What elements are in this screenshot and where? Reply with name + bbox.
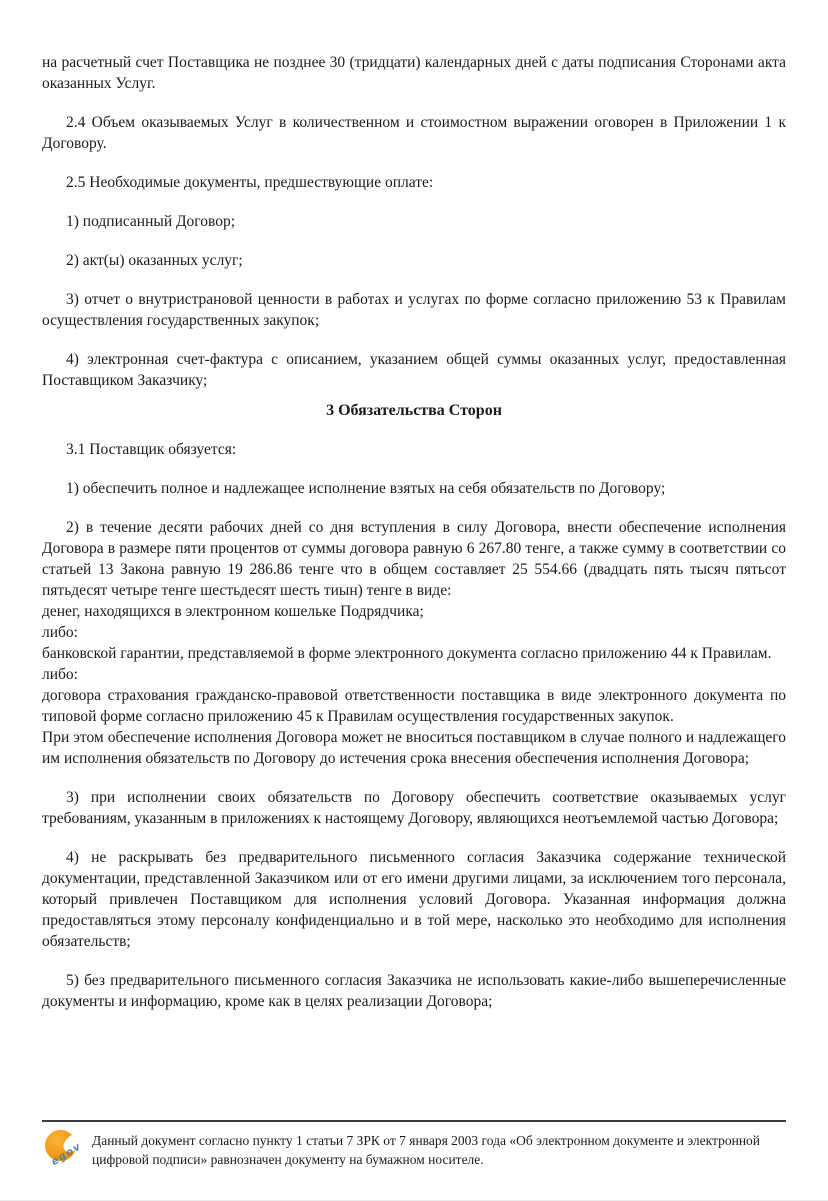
paragraph-line: При этом обеспечение исполнения Договора может не вноситься поставщиком в случае полного и надлежащего им исполнения обязательств по Договору до истечения срока внесения обеспечения исполнения Договора; — [42, 729, 786, 767]
section-heading: 3 Обязательства Сторон — [326, 402, 502, 419]
paragraph: на расчетный счет Поставщика не позднее 30 (тридцати) календарных дней с даты подписания Сторонами акта оказанных Услуг. — [42, 54, 786, 92]
list-item: 2) акт(ы) оказанных услуг; — [66, 252, 243, 269]
list-item: 4) электронная счет-фактура с описанием, указанием общей суммы оказанных услуг, предоставленная Поставщиком Заказчику; — [42, 351, 786, 389]
paragraph-line: банковской гарантии, представляемой в форме электронного документа согласно приложению 44 к Правилам. — [42, 645, 772, 662]
footer-divider — [42, 1120, 786, 1122]
list-item: 2) в течение десяти рабочих дней со дня вступления в силу Договора, внести обеспечение исполнения Договора в размере пяти процентов от суммы договора равную 6 267.80 тенге, а также сумму в соответствии со статьей 13 Закона равную 19 286.86 тенге что в общем составляет 25 554.66 (двадцать пять тысяч пятьсот пятьдесят четыре тенге шестьдесят шесть тиын) тенге в виде: — [42, 519, 786, 599]
egov-logo-icon — [42, 1129, 82, 1175]
list-item: 3) при исполнении своих обязательств по Договору обеспечить соответствие оказываемых услуг требованиям, указанным в приложениях к настоящему Договору, являющихся неотъемлемой частью Договора; — [42, 789, 786, 827]
paragraph: 2.4 Объем оказываемых Услуг в количественном и стоимостном выражении оговорен в Приложении 1 к Договору. — [42, 114, 786, 152]
paragraph: 2.5 Необходимые документы, предшествующие оплате: — [66, 174, 434, 191]
list-item: 4) не раскрывать без предварительного письменного согласия Заказчика содержание технической документации, представленной Заказчиком или от его имени другими лицами, за исключением того персонала, который привлечен Поставщиком для исполнения условий Договора. Указанная информация должна предоставляться этому персоналу конфиденциально и в той мере, насколько это необходимо для исполнения обязательств; — [42, 849, 786, 950]
footer — [42, 1120, 786, 1175]
footer-note: Данный документ согласно пункту 1 статьи 7 ЗРК от 7 января 2003 года «Об электронном документе и электронной цифровой подписи» равнозначен документу на бумажном носителе. — [92, 1133, 761, 1167]
list-item: 3) отчет о внутристрановой ценности в работах и услугах по форме согласно приложению 53 к Правилам осуществления государственных закупок; — [42, 291, 786, 329]
list-item: 5) без предварительного письменного согласия Заказчика не использовать какие-либо вышеперечисленные документы и информацию, кроме как в целях реализации Договора; — [42, 972, 786, 1010]
paragraph: 3.1 Поставщик обязуется: — [66, 441, 237, 458]
paragraph-line: либо: — [42, 666, 78, 683]
list-item: 1) обеспечить полное и надлежащее исполнение взятых на себя обязательств по Договору; — [66, 480, 666, 497]
paragraph-line: договора страхования гражданско-правовой ответственности поставщика в виде электронного документа по типовой форме согласно приложению 45 к Правилам осуществления государственных закупок. — [42, 687, 786, 725]
paragraph-line: либо: — [42, 624, 78, 641]
list-item: 1) подписанный Договор; — [66, 213, 236, 230]
egov-logo-text: egov — [49, 1141, 84, 1168]
paragraph-line: денег, находящихся в электронном кошельке Подрядчика; — [42, 603, 424, 620]
